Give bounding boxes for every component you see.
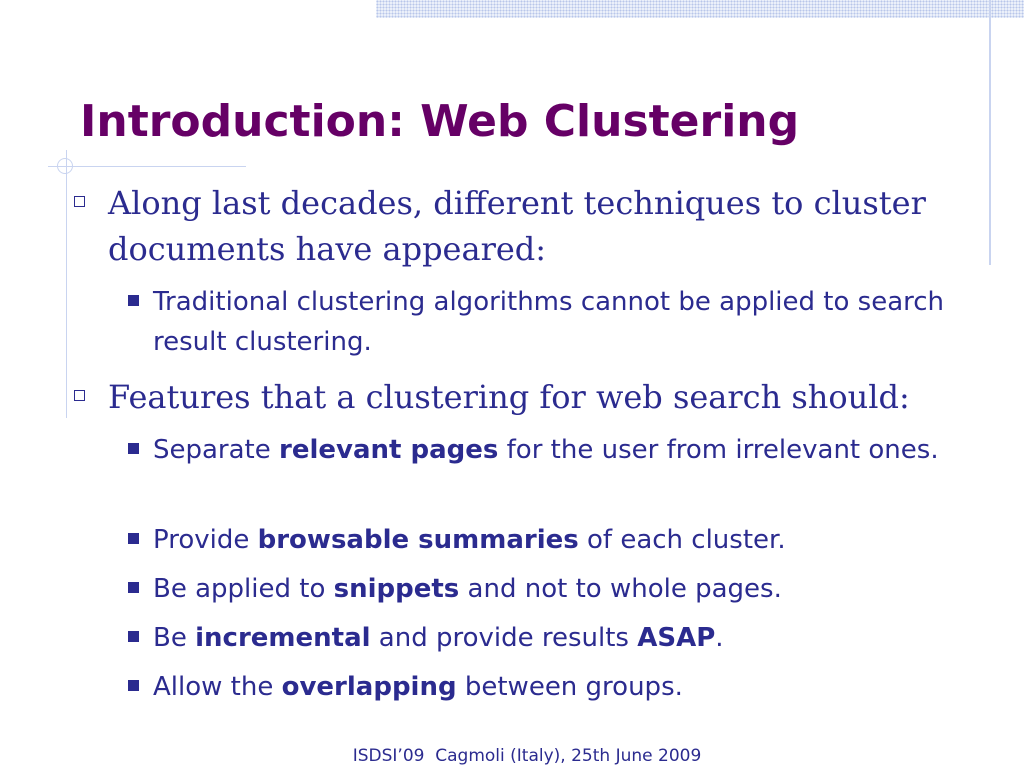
sub-bullet-item [125, 667, 985, 707]
sub-bullet-item [125, 520, 985, 560]
emphasis-text: overlapping [281, 672, 457, 702]
emphasis-text: ASAP [637, 623, 716, 653]
emphasis-text: snippets [333, 574, 460, 604]
left-decorative-line [66, 150, 67, 418]
sub-bullet-item [125, 282, 985, 362]
title-underline-rule [48, 166, 246, 167]
bullet-text: Features that a clustering for web search should: [108, 378, 910, 416]
slide-footer: ISDSI’09 Cagmoli (Italy), 25th June 2009 [352, 746, 702, 766]
emphasis-text: relevant pages [279, 435, 499, 465]
sub-bullet-text: Be applied to snippets and not to whole pages. [153, 574, 782, 604]
dotted-header-band [376, 0, 1024, 18]
filled-square-bullet-icon [128, 295, 139, 306]
sub-bullet-text: Traditional clustering algorithms cannot be applied to search result clustering. [153, 287, 945, 357]
bullet-text: Along last decades, different techniques to cluster documents have appeared: [108, 184, 926, 268]
sub-bullet-text: Provide browsable summaries of each cluster. [153, 525, 786, 555]
hollow-square-bullet-icon [74, 196, 85, 207]
sub-bullet-text: Allow the overlapping between groups. [153, 672, 683, 702]
right-decorative-line [989, 0, 991, 265]
emphasis-text: browsable summaries [257, 525, 579, 555]
filled-square-bullet-icon [128, 443, 139, 454]
bullet-item [70, 180, 950, 272]
filled-square-bullet-icon [128, 631, 139, 642]
sub-bullet-text: Be incremental and provide results ASAP. [153, 623, 724, 653]
decorative-ring-icon [57, 158, 73, 174]
filled-square-bullet-icon [128, 680, 139, 691]
emphasis-text: incremental [195, 623, 371, 653]
sub-bullet-item [125, 430, 985, 470]
bullet-item [70, 374, 950, 420]
sub-bullet-text: Separate relevant pages for the user from irrelevant ones. [153, 435, 939, 465]
sub-bullet-item [125, 618, 985, 658]
slide-title: Introduction: Web Clustering [80, 96, 800, 147]
filled-square-bullet-icon [128, 533, 139, 544]
hollow-square-bullet-icon [74, 390, 85, 401]
filled-square-bullet-icon [128, 582, 139, 593]
sub-bullet-item [125, 569, 985, 609]
